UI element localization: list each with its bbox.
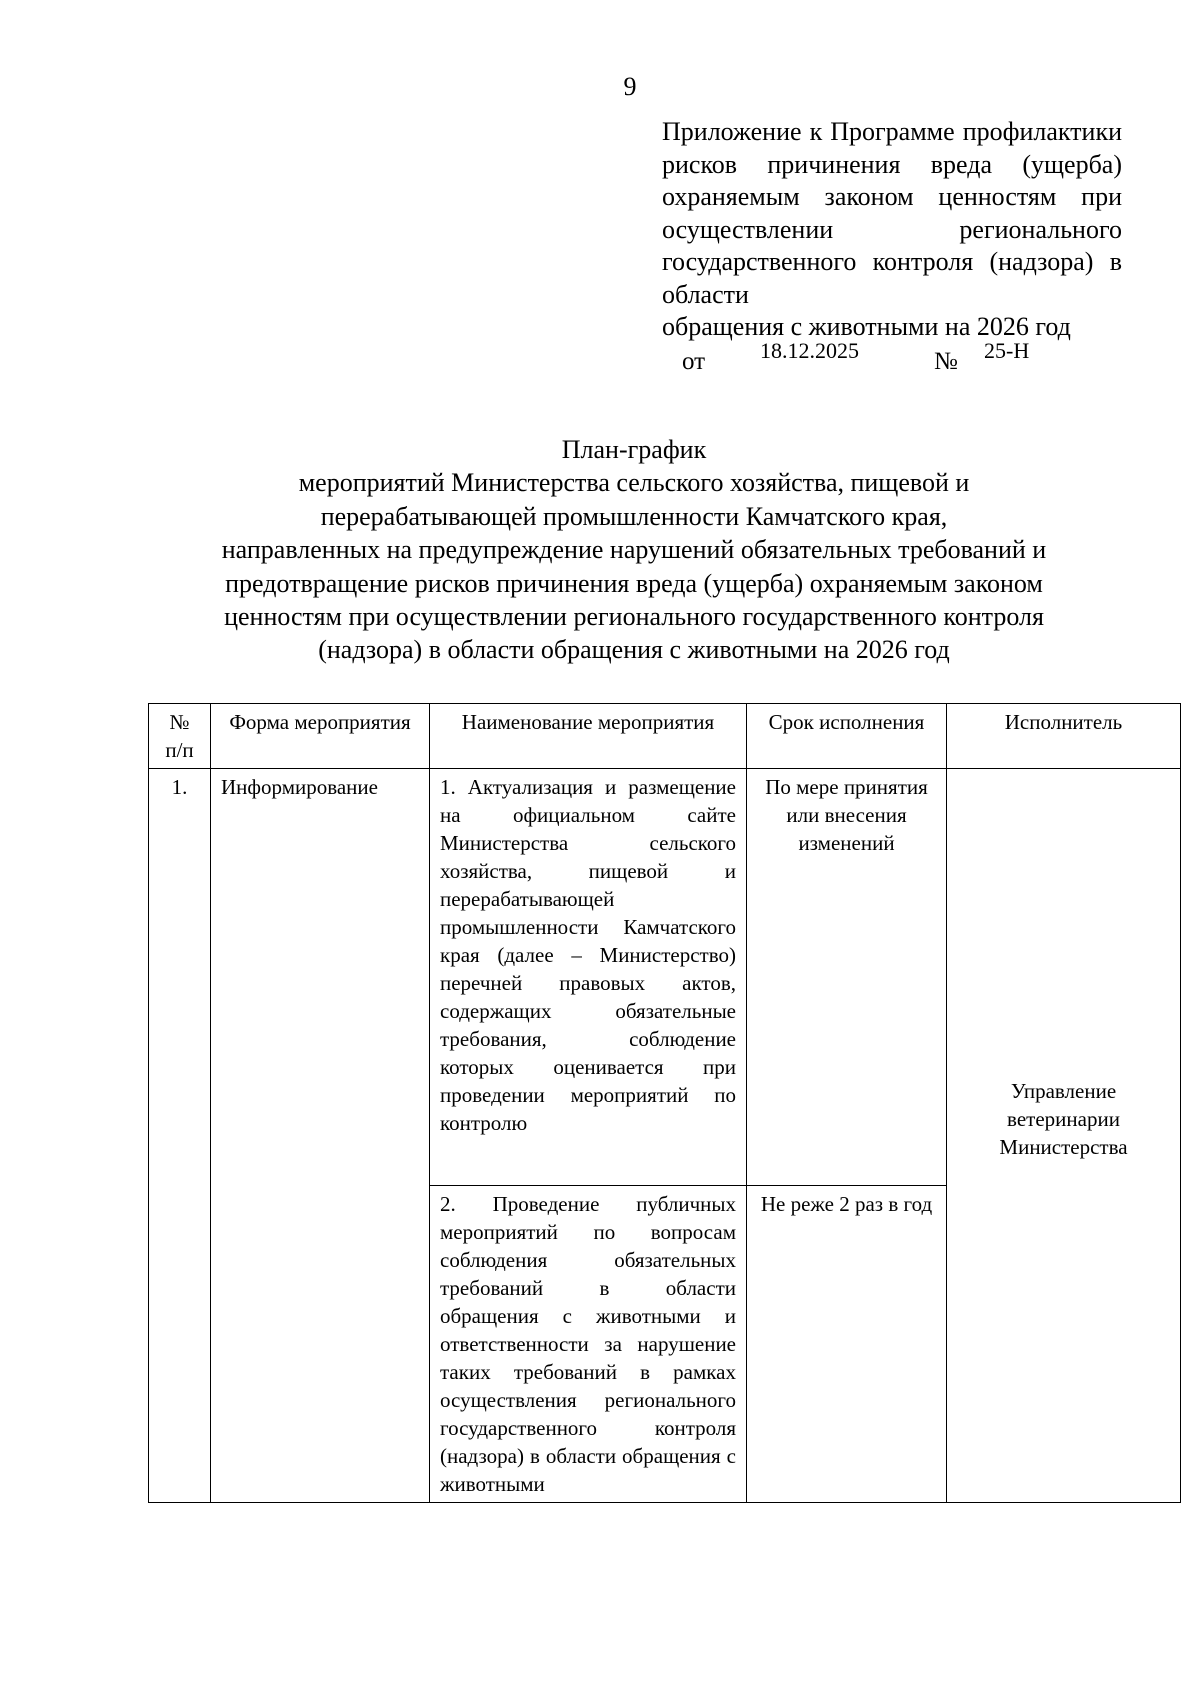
number-sign: № [934,348,958,375]
appendix-text: Приложение к Программе профилактики рисков причинения вреда (ущерба) охраняемым законом ценностям при осуществлении регионального государственного контроля (надзора) в области [662,117,1122,309]
table-row [149,769,1181,1186]
title-line: предотвращение рисков причинения вреда (ущерба) охраняемым законом [225,568,1043,598]
appendix-header [662,116,1122,344]
activity-name: 2. Проведение публичных мероприятий по вопросам соблюдения обязательных требований в области обращения с животными и ответственности за нарушение таких требований в рамках осуществления регионального государственного контроля (надзора) в области обращения с животными [430,1186,747,1503]
title-heading: План-график [561,435,707,464]
header-number: № п/п [149,704,211,769]
page-number: 9 [623,72,637,101]
header-deadline: Срок исполнения [747,704,947,769]
header-form: Форма мероприятия [211,704,430,769]
title-line: ценностям при осуществлении регионального государственного контроля [224,602,1044,632]
table-header-row [149,704,1181,769]
title-line: перерабатывающей промышленности Камчатского края, [320,501,948,531]
document-date: 18.12.2025 [760,338,859,363]
document-title [172,433,1096,667]
plan-table [148,703,1181,1503]
header-name: Наименование мероприятия [430,704,747,769]
registration-line [682,338,1042,378]
row-number: 1. [149,769,211,1503]
header-executor: Исполнитель [947,704,1181,769]
title-line: мероприятий Министерства сельского хозяйства, пищевой и [298,468,970,498]
appendix-text-last-line: обращения с животными на 2026 год [662,312,1071,341]
title-line: направленных на предупреждение нарушений обязательных требований и [221,535,1047,565]
title-line: (надзора) в области обращения с животными на 2026 год [318,635,950,665]
date-prefix: от [682,348,706,375]
document-number: 25-Н [984,338,1030,363]
row-executor [947,769,1181,1503]
activity-name: 1. Актуализация и размещение на официальном сайте Министерства сельского хозяйства, пищевой и перерабатывающей промышленности Камчатского края (далее – Министерство) перечней правовых актов, содержащих обязательные требования, соблюдение которых оценивается при проведении мероприятий по контролю [430,769,747,1186]
activity-deadline: Не реже 2 раз в год [747,1186,947,1503]
activity-deadline: По мере принятия или внесения изменений [747,769,947,1186]
row-form: Информирование [211,769,430,1503]
executor-text: Управление ветеринарии Министерства [999,1078,1128,1159]
